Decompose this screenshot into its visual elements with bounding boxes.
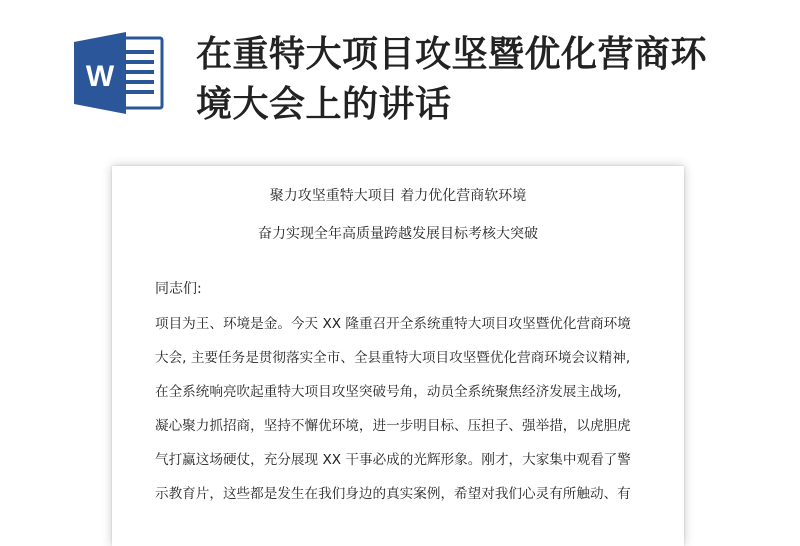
document-salutation: 同志们: xyxy=(155,281,202,297)
document-heading-line-1: 聚力攻坚重特大项目 着力优化营商软环境 xyxy=(269,188,527,204)
document-body xyxy=(155,313,655,517)
word-icon-letter: W xyxy=(85,60,115,93)
body-line: 凝心聚力抓招商，坚持不懈优环境，进一步明目标、压担子、强举措，以虎胆虎 xyxy=(155,418,631,434)
body-line: 项目为王、环境是金。今天 XX 隆重召开全系统重特大项目攻坚暨优化营商环境 xyxy=(155,316,631,332)
word-document-icon xyxy=(70,30,166,116)
title-line-1: 在重特大项目攻坚暨优化营商环 xyxy=(196,34,708,75)
body-line: 气打赢这场硬仗，充分展现 XX 干事必成的光辉形象。刚才，大家集中观看了警 xyxy=(155,452,631,468)
header xyxy=(0,0,800,150)
body-line: 示教育片，这些都是发生在我们身边的真实案例，希望对我们心灵有所触动、有 xyxy=(155,486,631,502)
title-line-2: 境大会上的讲话 xyxy=(196,84,452,125)
document-heading-line-2: 奋力实现全年高质量跨越发展目标考核大突破 xyxy=(258,226,538,242)
document-page-preview xyxy=(112,166,684,546)
body-line: 在全系统响亮吹起重特大项目攻坚突破号角，动员全系统聚焦经济发展主战场, xyxy=(155,384,622,400)
body-line: 大会, 主要任务是贯彻落实全市、全县重特大项目攻坚暨优化营商环境会议精神, xyxy=(155,350,631,366)
page-title xyxy=(196,30,756,130)
